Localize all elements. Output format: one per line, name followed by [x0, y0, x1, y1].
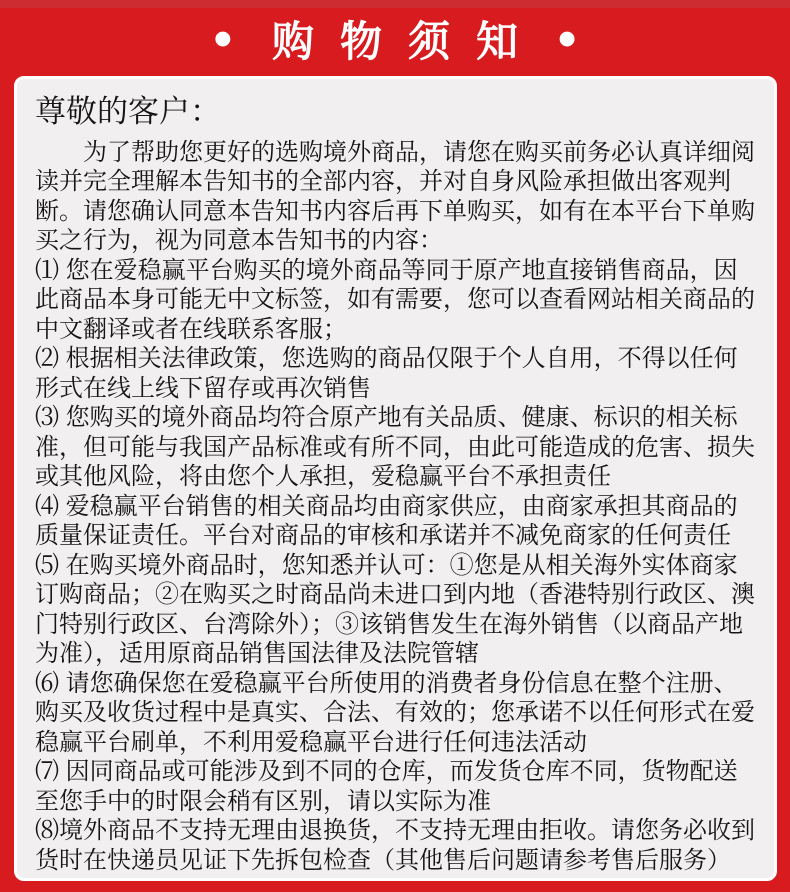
intro-paragraph: 为了帮助您更好的选购境外商品，请您在购买前务必认真详细阅读并完全理解本告知书的全部内容，并对自身风险承担做出客观判断。请您确认同意本告知书内容后再下单购买，如有在本平台下单购买之行为，视为同意本告知书的内容： [35, 138, 755, 255]
notice-item-6: ⑹ 请您确保您在爱稳赢平台所使用的消费者身份信息在整个注册、购买及收货过程中是真实、合法、有效的；您承诺不以任何形式在爱稳赢平台刷单，不利用爱稳赢平台进行任何违法活动 [35, 669, 755, 756]
notice-box [14, 76, 777, 881]
top-accent-bar [0, 0, 790, 8]
notice-item-2: ⑵ 根据相关法律政策，您选购的商品仅限于个人自用，不得以任何形式在线上线下留存或再次销售 [35, 345, 738, 402]
notice-item-5: ⑸ 在购买境外商品时，您知悉并认可：①您是从相关海外实体商家订购商品；②在购买之时商品尚未进口到内地（香港特别行政区、澳门特别行政区、台湾除外）；③该销售发生在海外销售（以商品产地为准），适用原商品销售国法律及法院管辖 [35, 551, 755, 668]
greeting: 尊敬的客户： [35, 94, 221, 129]
banner [0, 8, 790, 76]
notice-item-4: ⑷ 爱稳赢平台销售的相关商品均由商家供应，由商家承担其商品的质量保证责任。平台对商品的审核和承诺并不减免商家的任何责任 [35, 492, 738, 550]
notice-item-7: ⑺ 因同商品或可能涉及到不同的仓库，而发货仓库不同，货物配送至您手中的时限会稍有区别，请以实际为准 [35, 758, 738, 815]
title-right-dot-icon: • [558, 10, 577, 68]
notice-item-8: ⑻境外商品不支持无理由退换货，不支持无理由拒收。请您务必收到货时在快递员见证下先拆包检查（其他售后问题请参考售后服务） [35, 817, 755, 874]
notice-item-1: ⑴ 您在爱稳赢平台购买的境外商品等同于原产地直接销售商品，因此商品本身可能无中文标签，如有需要，您可以查看网站相关商品的中文翻译或者在线联系客服； [35, 256, 755, 343]
notice-item-3: ⑶ 您购买的境外商品均符合原产地有关品质、健康、标识的相关标准，但可能与我国产品标准或有所不同，由此可能造成的危害、损失或其他风险，将由您个人承担，爱稳赢平台不承担责任 [35, 404, 755, 491]
page-title: 购物须知 [271, 18, 544, 65]
title-left-dot-icon: • [213, 10, 232, 68]
